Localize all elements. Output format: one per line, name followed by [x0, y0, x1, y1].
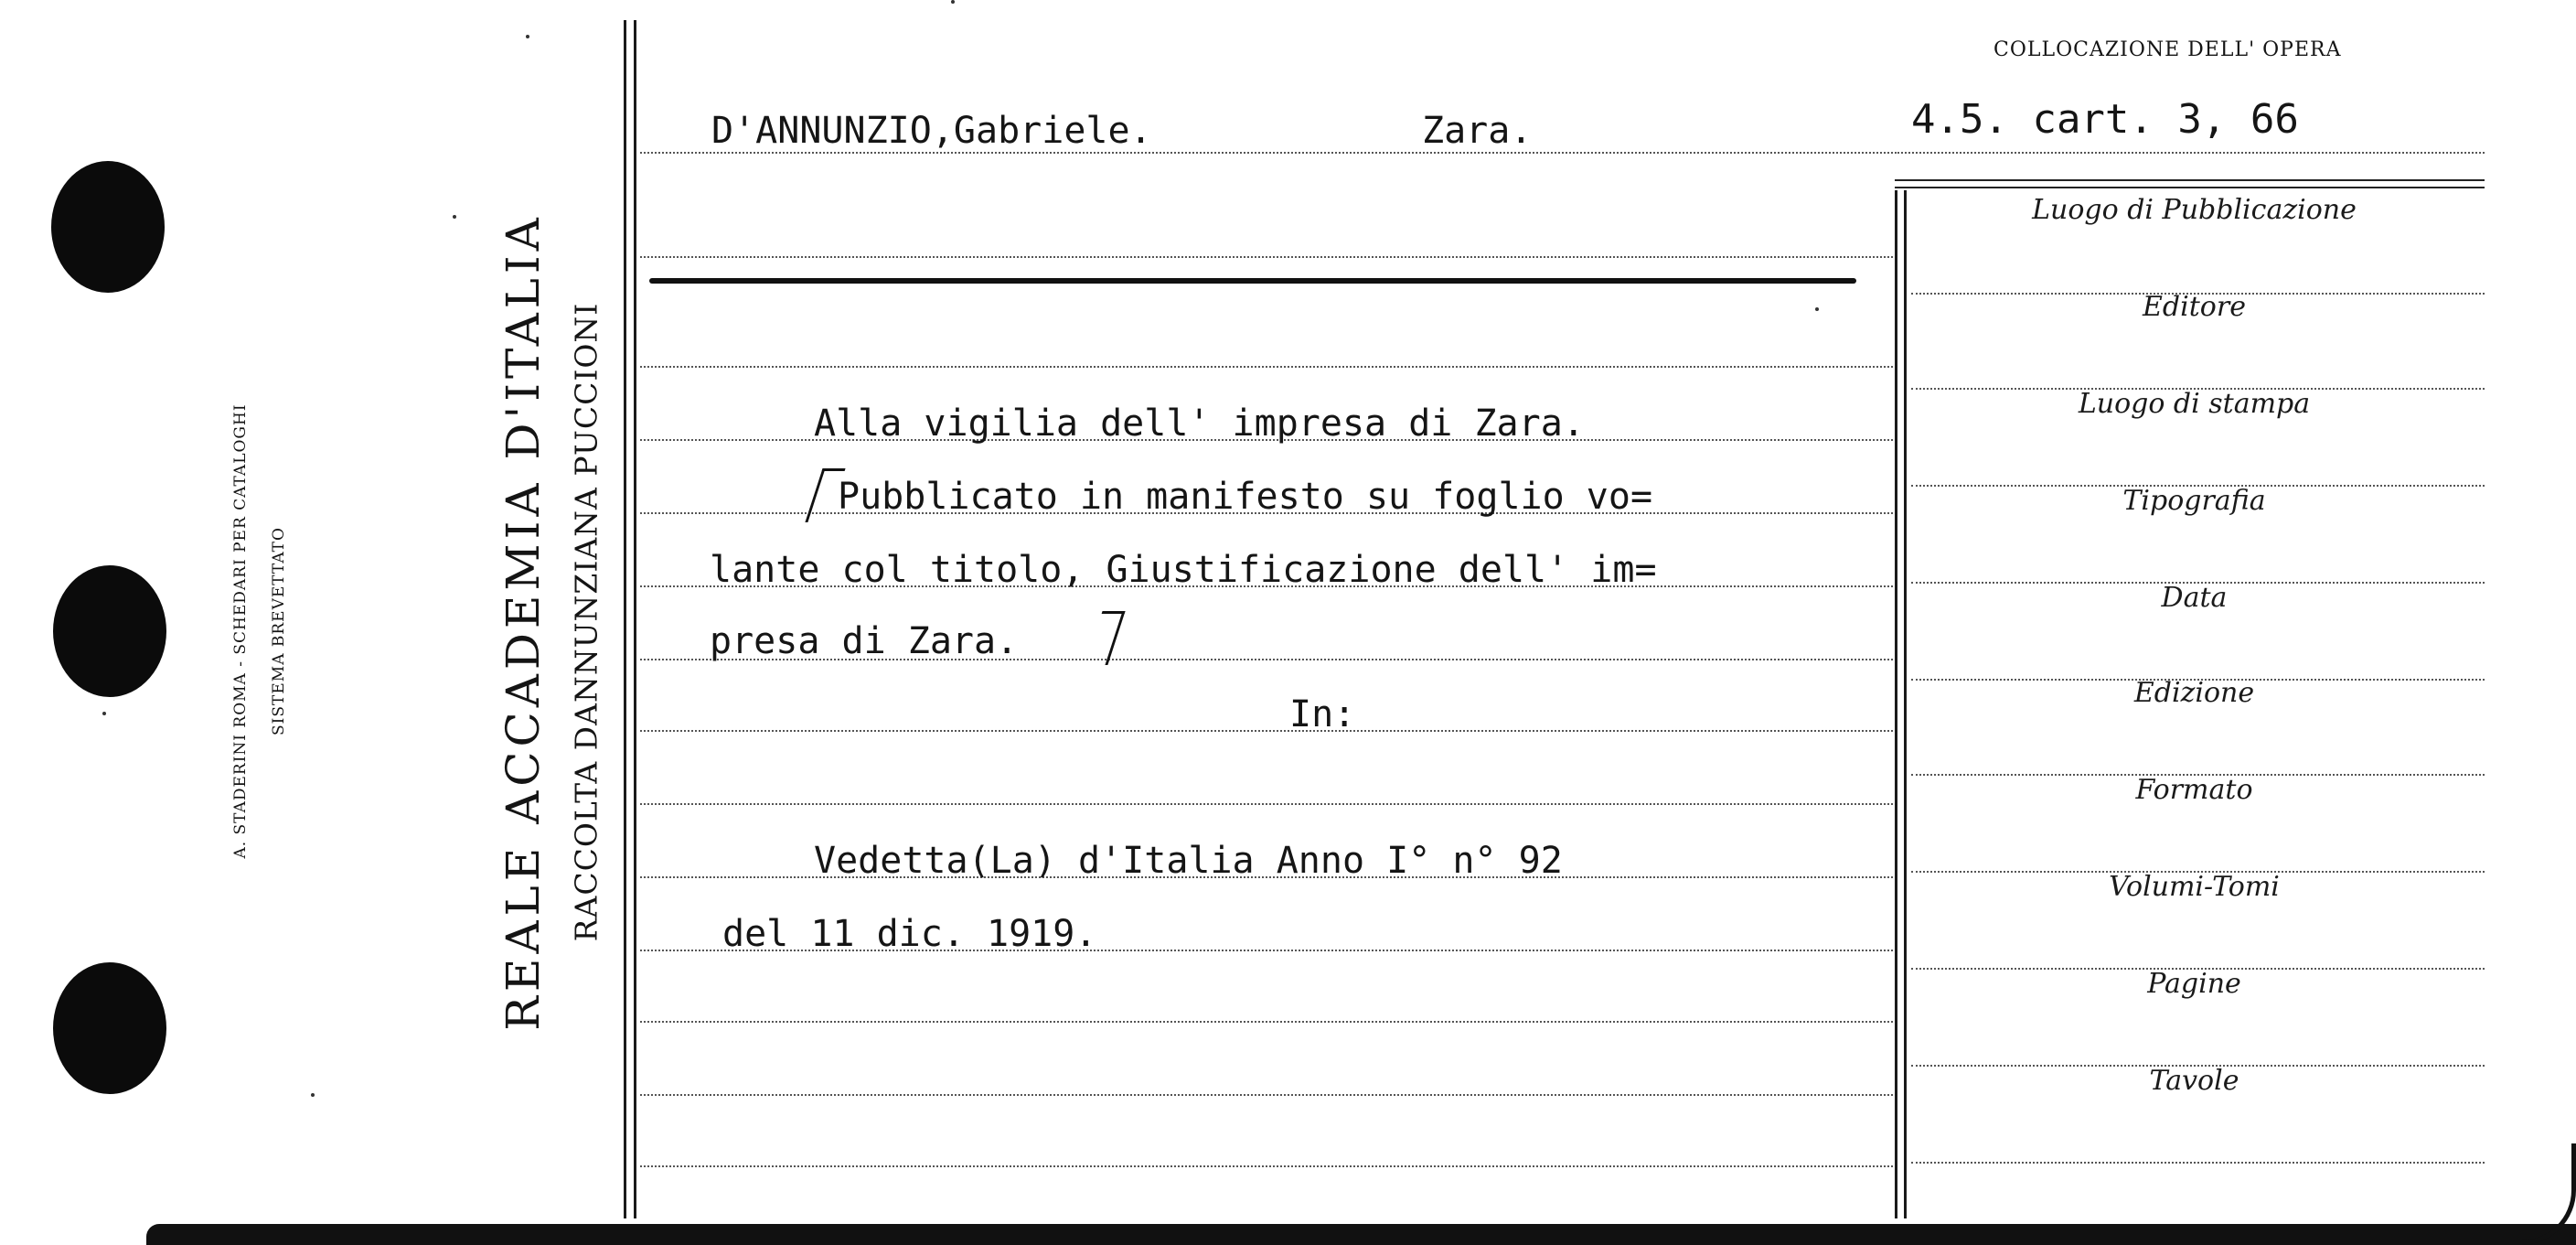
paper-speck	[951, 0, 955, 4]
dotted-line	[640, 366, 1893, 368]
margin-rule	[634, 20, 636, 1218]
punch-hole	[53, 962, 166, 1094]
margin-rule	[624, 20, 626, 1218]
academy-title: REALE ACCADEMIA D'ITALIA	[497, 213, 550, 1031]
paper-speck	[453, 215, 456, 219]
dotted-line	[1911, 1162, 2485, 1164]
paper-speck	[311, 1093, 315, 1097]
field-label: Editore	[2143, 291, 2246, 323]
heading-rule	[649, 278, 1856, 284]
field-label: Tipografia	[2122, 485, 2266, 517]
printer-imprint-line: SISTEMA BREVETTATO	[270, 527, 288, 735]
collection-title: RACCOLTA DANNUNZIANA PUCCIONI	[568, 302, 604, 942]
field-label: Data	[2161, 582, 2228, 614]
field-label: Volumi-Tomi	[2109, 871, 2280, 903]
dotted-line	[640, 1165, 1893, 1167]
paper-speck	[526, 35, 529, 38]
column-top-rule	[1895, 187, 2485, 188]
close-bracket-mark	[1085, 611, 1125, 665]
body-line: del 11 dic. 1919.	[722, 913, 1097, 955]
field-label: Tavole	[2149, 1065, 2239, 1097]
paper-speck	[1815, 307, 1819, 311]
dotted-line	[640, 152, 1893, 154]
body-line: presa di Zara.	[710, 620, 1019, 662]
body-line: In:	[1289, 693, 1356, 735]
punch-hole	[51, 161, 165, 293]
printer-imprint-line: A. STADERINI ROMA - SCHEDARI PER CATALOGHI	[231, 403, 250, 859]
body-line: Pubblicato in manifesto su foglio vo=	[838, 476, 1653, 518]
dotted-line	[640, 1021, 1893, 1023]
column-rule	[1895, 190, 1897, 1218]
punch-hole	[53, 565, 166, 697]
field-label: Luogo di stampa	[2078, 388, 2311, 420]
paper-speck	[102, 712, 106, 715]
column-top-rule	[1895, 179, 2485, 181]
field-label: Luogo di Pubblicazione	[2032, 194, 2357, 226]
collocazione-header: COLLOCAZIONE DELL' OPERA	[1993, 38, 2342, 61]
dotted-line	[640, 803, 1893, 805]
shelfmark: 4.5. cart. 3, 66	[1911, 96, 2299, 143]
dotted-line	[640, 1094, 1893, 1096]
dotted-line	[640, 730, 1893, 732]
field-label: Edizione	[2133, 677, 2255, 709]
dotted-line	[640, 256, 1893, 258]
dotted-line	[1895, 152, 2485, 154]
author-name: D'ANNUNZIO,Gabriele.	[711, 110, 1152, 152]
field-label: Pagine	[2147, 968, 2241, 1000]
place-name: Zara.	[1422, 110, 1533, 152]
field-label: Formato	[2135, 774, 2253, 806]
body-line: lante col titolo, Giustificazione dell' im=	[710, 549, 1657, 591]
card-bottom-edge	[146, 1224, 2576, 1245]
body-line: Vedetta(La) d'Italia Anno I° n° 92	[814, 840, 1563, 882]
body-line: Alla vigilia dell' impresa di Zara.	[814, 402, 1585, 445]
